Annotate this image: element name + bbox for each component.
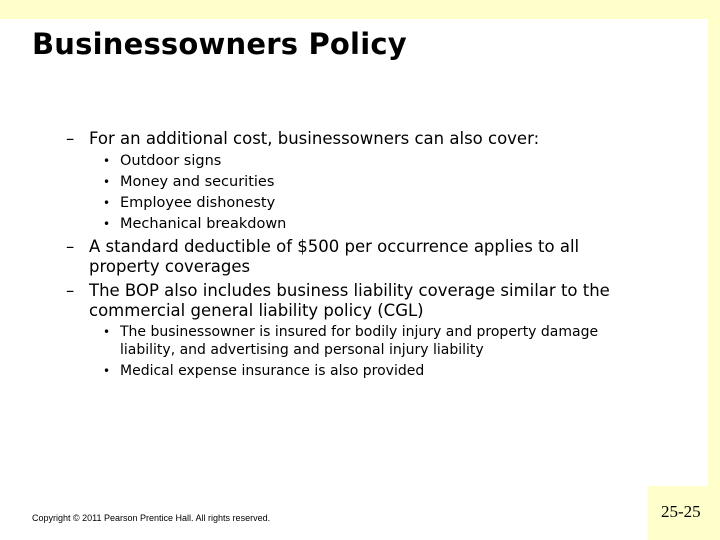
bullet-deductible (66, 237, 579, 257)
sub-bullet-text: Medical expense insurance is also provided (120, 363, 425, 379)
bullet-text: The BOP also includes business liability coverage similar to the (89, 281, 610, 300)
bullet-bop-liability-cont (89, 301, 424, 321)
bullet-text: commercial general liability policy (CGL) (89, 301, 424, 320)
bullet-deductible-cont (89, 257, 250, 277)
bullet-text: property coverages (89, 257, 251, 276)
bullet-marker: • (103, 217, 111, 231)
bullet-marker: • (103, 154, 111, 168)
bullet-marker: • (103, 325, 111, 339)
bullet-bop-liability (66, 281, 610, 301)
bullet-text: For an additional cost, businessowners can also cover: (89, 129, 540, 148)
bullet-marker: • (103, 196, 111, 210)
sub-bullet-text: The businessowner is insured for bodily injury and property damage (120, 324, 599, 340)
sub-bullet-insured-injury (103, 323, 598, 341)
copyright-notice: Copyright © 2011 Pearson Prentice Hall. All rights reserved. (32, 513, 271, 523)
sub-bullet-insured-injury-cont (120, 341, 484, 359)
dash-marker: – (66, 237, 75, 256)
sub-bullet-text: Outdoor signs (120, 153, 222, 169)
sub-bullet-medical-expense (103, 362, 424, 380)
dash-marker: – (66, 129, 75, 148)
sub-bullet-mechanical-breakdown (103, 215, 286, 233)
sub-bullet-money-securities (103, 173, 274, 191)
dash-marker: – (66, 281, 75, 300)
bullet-text: A standard deductible of $500 per occurrence applies to all (89, 237, 580, 256)
bullet-additional-cost (66, 129, 539, 149)
sub-bullet-text: Mechanical breakdown (120, 216, 287, 232)
bullet-marker: • (103, 175, 111, 189)
slide-title: Businessowners Policy (32, 27, 407, 61)
bullet-marker: • (103, 364, 111, 378)
sub-bullet-text: Employee dishonesty (120, 195, 276, 211)
slide-canvas (0, 19, 708, 540)
sub-bullet-outdoor-signs (103, 152, 221, 170)
sub-bullet-text: Money and securities (120, 174, 275, 190)
sub-bullet-text: liability, and advertising and personal injury liability (120, 342, 484, 358)
page-number: 25-25 (661, 502, 701, 521)
sub-bullet-employee-dishonesty (103, 194, 275, 212)
